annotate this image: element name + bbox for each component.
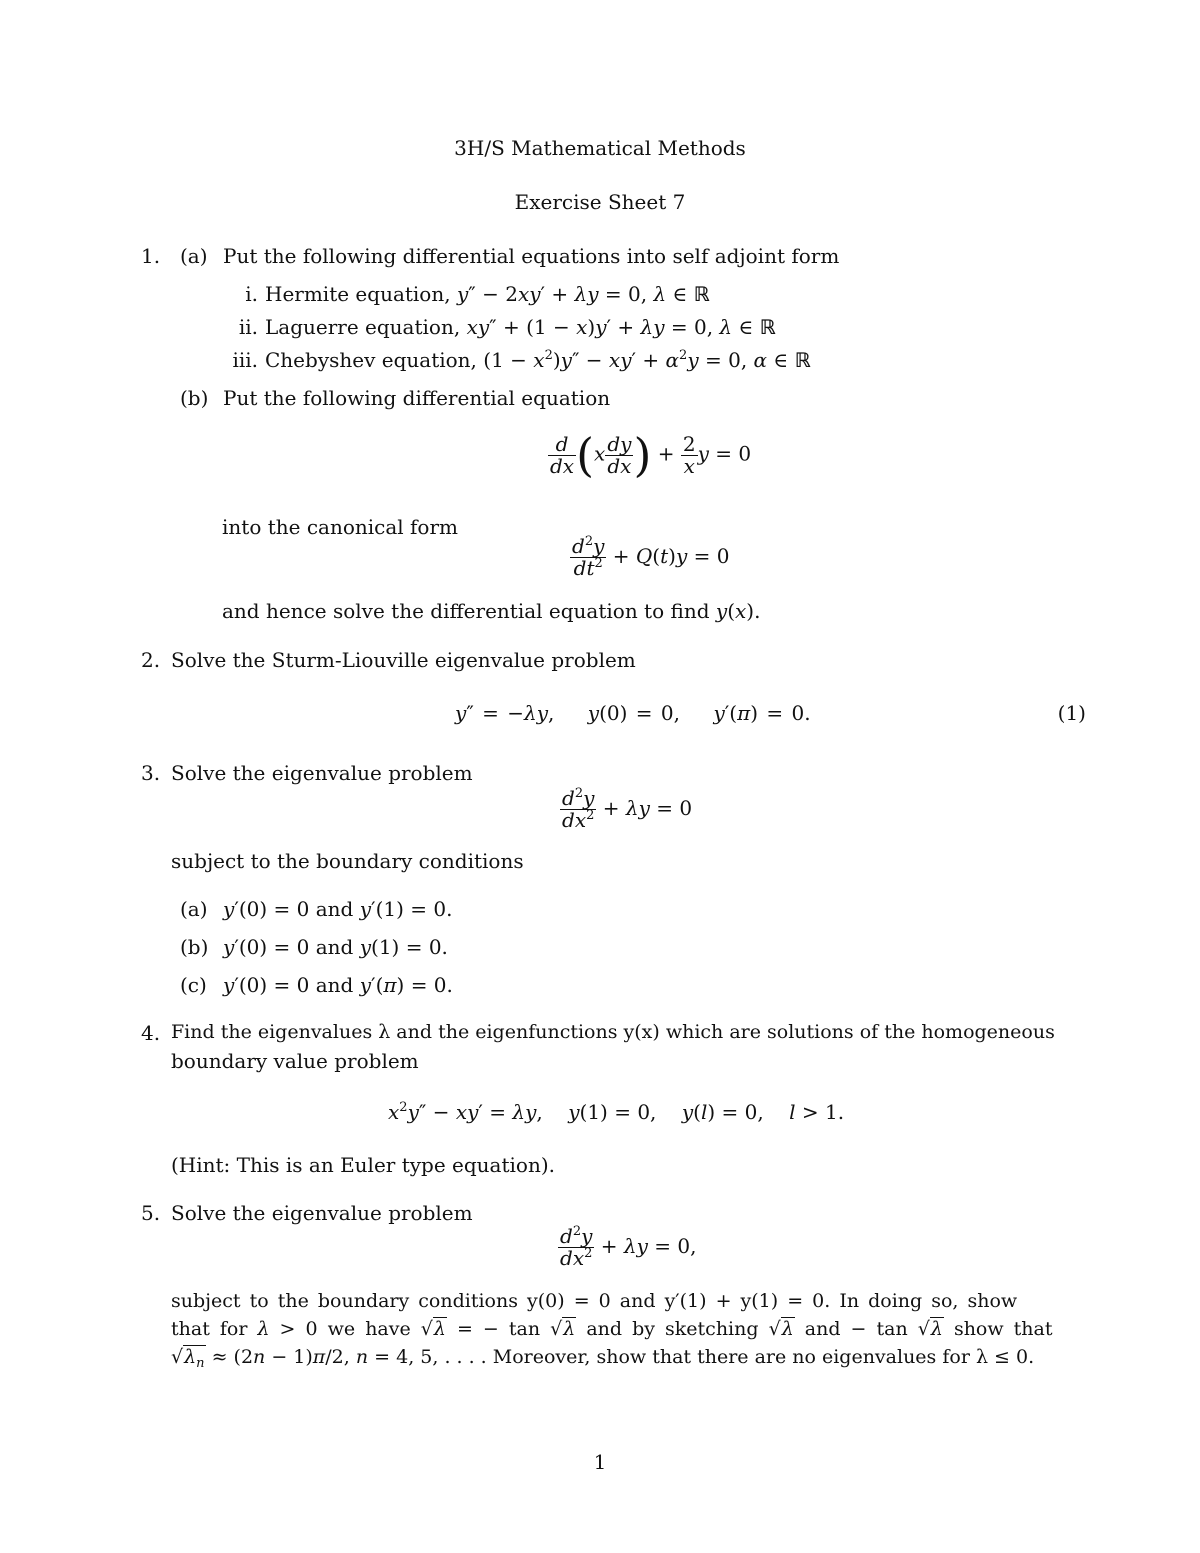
q5-text-line2: that for λ > 0 we have √λ = − tan √λ and by sketching √λ and − tan √λ show that [171, 1318, 1053, 1340]
q5-moreover-text: Moreover, show that there are no eigenvalues for λ ≤ 0. [492, 1346, 1035, 1368]
q2-number: 2. [141, 648, 161, 672]
q1b-text: Put the following differential equation [223, 386, 611, 410]
q1b-label: (b) [180, 386, 209, 410]
q1b-hence-text: and hence solve the differential equation to find [222, 599, 710, 623]
document-title: 3H/S Mathematical Methods [454, 136, 746, 160]
q1a-ii-label: ii. [238, 315, 258, 339]
q3a-label: (a) [180, 897, 208, 921]
laguerre-name: Laguerre equation, [265, 315, 461, 339]
and-word: and [315, 897, 354, 921]
q5-display-equation: $\frac{d^2y}{dx^2}$ + λy = 0, [560, 1224, 697, 1270]
chebyshev-equation: $(1 - x^2)y'' - xy' + \alpha^2y = 0$, α ∈ ℝ [483, 348, 811, 372]
q4-hint: (Hint: This is an Euler type equation). [171, 1153, 555, 1177]
q1b-display-equation: $\frac{d}{dx}$ (x $\frac{dy}{dx}$ ) + $\frac{2}{x}$ y = 0 [550, 428, 752, 482]
q5-text-line3: $√\lambda_n \approx (2n - 1)\pi/2$, n = 4, 5, . . . . Moreover, show that there are no eigenvalues for λ ≤ 0. [171, 1346, 1035, 1371]
q2-text: Solve the Sturm-Liouville eigenvalue problem [171, 648, 636, 672]
q1a-label: (a) [180, 244, 208, 268]
laguerre-equation: xy″ + (1 − x)y′ + λy = 0, λ ∈ ℝ [466, 315, 776, 339]
exercise-sheet-title: Exercise Sheet 7 [514, 190, 686, 214]
equation-number: (1) [1057, 701, 1086, 725]
q4-text-line1: Find the eigenvalues λ and the eigenfunctions y(x) which are solutions of the homogeneous [171, 1021, 1055, 1043]
q4-text-line2: boundary value problem [171, 1049, 419, 1073]
q1a-i-label: i. [245, 282, 258, 306]
q5-text: Solve the eigenvalue problem [171, 1201, 473, 1225]
q1a-text: Put the following differential equations into self adjoint form [223, 244, 840, 268]
q2-display-equation: y″ = −λy, y(0) = 0, y′(π) = 0. [455, 701, 811, 725]
q3-text: Solve the eigenvalue problem [171, 761, 473, 785]
q5-number: 5. [141, 1201, 161, 1225]
q4-display-equation: $x^2y'' - xy' = \lambda y$, y(1) = 0, y(l) = 0, l > 1. [388, 1100, 845, 1124]
q3-number: 3. [141, 761, 161, 785]
q3-display-equation: $\frac{d^2y}{dx^2}$ + λy = 0 [562, 786, 693, 832]
and-word: and [315, 973, 354, 997]
q5-text-line1: subject to the boundary conditions y(0) = 0 and y′(1) + y(1) = 0. In doing so, show [171, 1290, 1018, 1312]
q1b-hence-line: and hence solve the differential equation to find y(x). [222, 599, 761, 623]
q1a-i-item [265, 284, 710, 304]
page-number: 1 [593, 1450, 607, 1474]
chebyshev-name: Chebyshev equation, [265, 348, 477, 372]
q3-subject-text: subject to the boundary conditions [171, 849, 524, 873]
q3a-condition: y′(0) = 0 and y′(1) = 0. [223, 897, 453, 921]
q4-number: 4. [141, 1021, 161, 1045]
q1a-iii-label: iii. [232, 348, 258, 372]
q3c-label: (c) [180, 973, 207, 997]
hermite-name: Hermite equation, [265, 282, 451, 306]
and-word: and [315, 935, 354, 959]
q3b-condition: y′(0) = 0 and y(1) = 0. [223, 935, 448, 959]
q1a-ii-item [265, 317, 776, 337]
q1a-iii-item [265, 350, 811, 370]
q3c-condition: y′(0) = 0 and y′(π) = 0. [223, 973, 453, 997]
hermite-equation: y″ − 2xy′ + λy = 0, λ ∈ ℝ [456, 282, 710, 306]
q1b-canonical-text: into the canonical form [222, 515, 458, 539]
q3b-label: (b) [180, 935, 209, 959]
q1b-canonical-equation: $\frac{d^2y}{dt^2}$ + Q(t)y = 0 [572, 534, 730, 580]
q1-number: 1. [141, 244, 161, 268]
